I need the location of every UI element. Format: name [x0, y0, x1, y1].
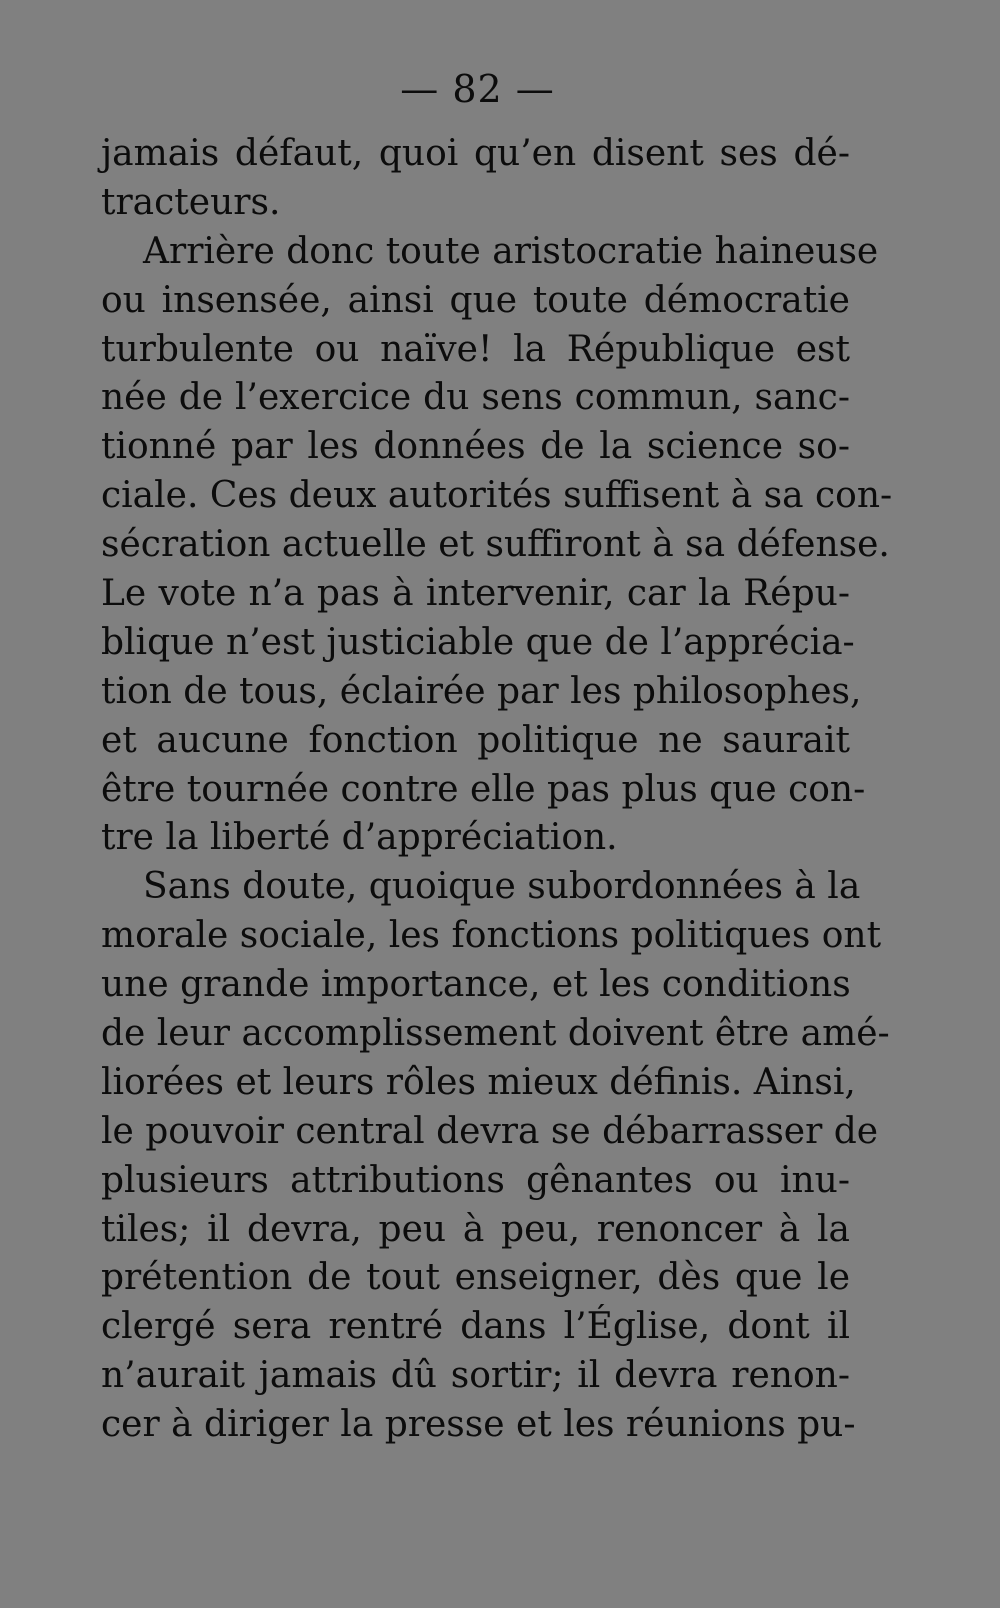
text-line: liorées et leurs rôles mieux définis. Ainsi,: [101, 1061, 856, 1103]
text-line: turbulente ou naïve! la République est: [101, 328, 850, 370]
text-line: tiles; il devra, peu à peu, renoncer à la: [101, 1208, 850, 1250]
text-line: née de l’exercice du sens commun, sanc-: [101, 377, 850, 419]
text-line: être tournée contre elle pas plus que con-: [101, 768, 866, 810]
text-line: clergé sera rentré dans l’Église, dont il: [101, 1306, 850, 1348]
text-line: Sans doute, quoique subordonnées à la: [143, 866, 861, 908]
text-line: prétention de tout enseigner, dès que le: [101, 1257, 850, 1299]
page-number: — 82 —: [400, 67, 555, 111]
text-line: ou insensée, ainsi que toute démocratie: [101, 279, 850, 321]
text-line: jamais défaut, quoi qu’en disent ses dé-: [101, 133, 850, 174]
text-line: tionné par les données de la science so-: [101, 426, 850, 468]
text-line: blique n’est justiciable que de l’apprécia-: [101, 621, 855, 663]
text-line: sécration actuelle et suffiront à sa défense.: [101, 524, 890, 566]
text-line: et aucune fonction politique ne saurait: [101, 719, 850, 761]
text-line: ciale. Ces deux autorités suffisent à sa con-: [101, 475, 893, 517]
text-line: cer à diriger la presse et les réunions pu-: [101, 1404, 856, 1446]
text-line: Le vote n’a pas à intervenir, car la Répu-: [101, 573, 850, 615]
text-line: le pouvoir central devra se débarrasser de: [101, 1110, 879, 1152]
text-line: tion de tous, éclairée par les philosophes,: [101, 670, 862, 712]
text-line: une grande importance, et les conditions: [101, 964, 851, 1006]
text-line: plusieurs attributions gênantes ou inu-: [101, 1159, 850, 1201]
text-line: n’aurait jamais dû sortir; il devra renon-: [101, 1355, 850, 1397]
body-text: [101, 130, 893, 1450]
text-line: de leur accomplissement doivent être amé-: [101, 1013, 890, 1055]
text-line: Arrière donc toute aristocratie haineuse: [143, 230, 879, 272]
text-line: tre la liberté d’appréciation.: [101, 817, 618, 859]
text-line: tracteurs.: [101, 181, 281, 223]
text-line: morale sociale, les fonctions politiques ont: [101, 915, 882, 957]
